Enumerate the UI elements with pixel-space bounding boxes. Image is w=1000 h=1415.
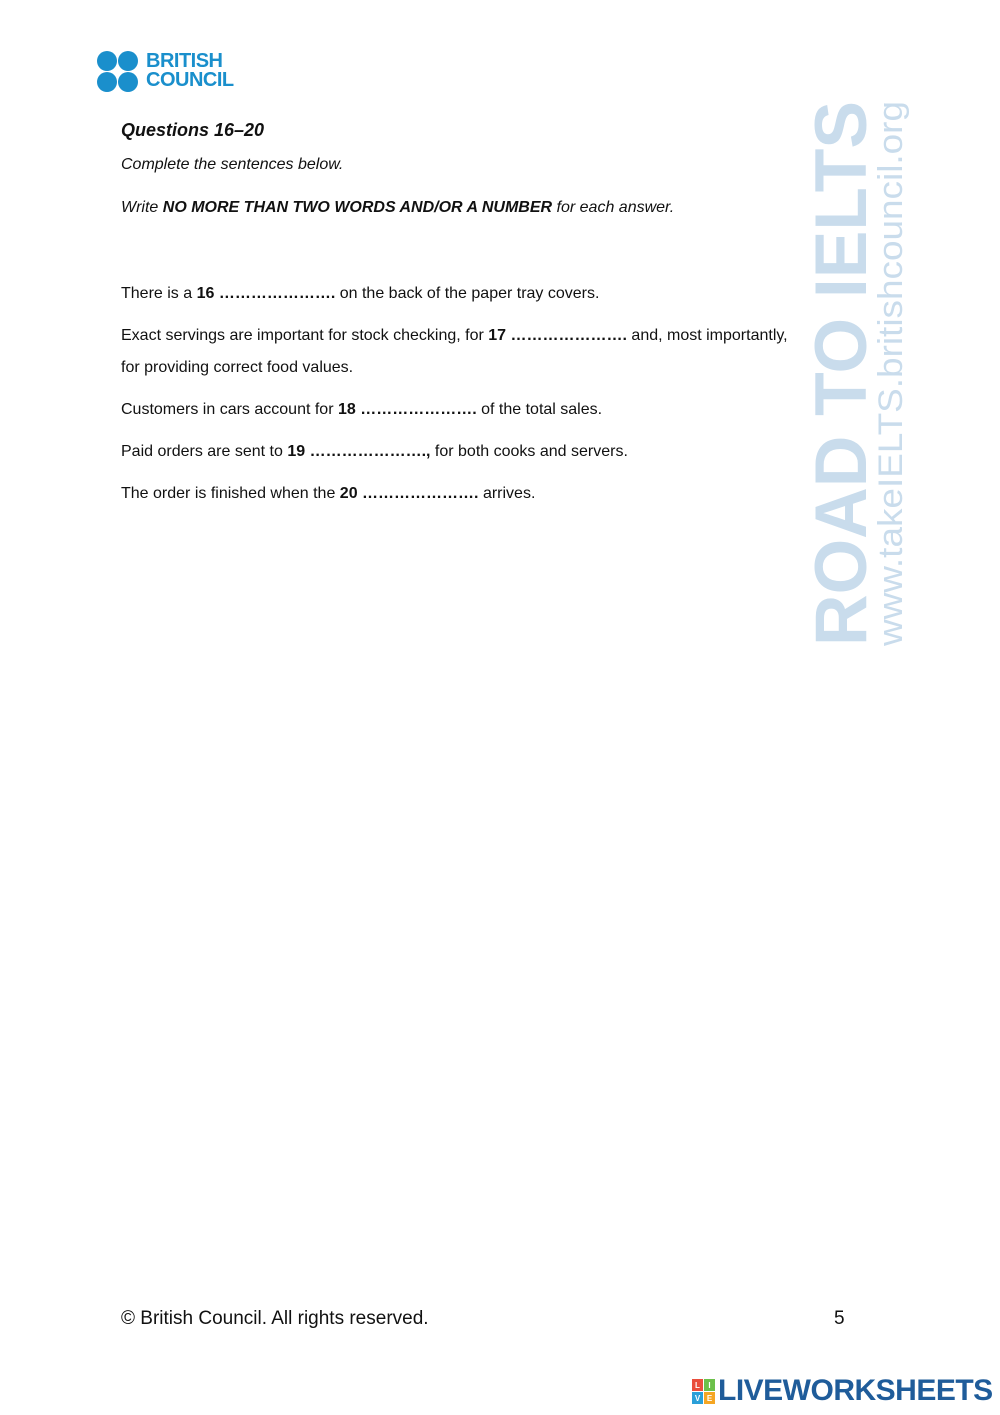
question-18-before: Customers in cars account for bbox=[121, 401, 338, 418]
question-16-before: There is a bbox=[121, 285, 197, 302]
logo-wordmark bbox=[146, 52, 234, 90]
liveworksheets-logo[interactable] bbox=[692, 1374, 993, 1408]
question-17 bbox=[121, 320, 801, 384]
logo-line-1: BRITISH bbox=[146, 50, 223, 72]
road-to-ielts-watermark bbox=[801, 89, 910, 650]
liveworksheets-wordmark: LIVEWORKSHEETS bbox=[718, 1374, 993, 1407]
question-19-after: for both cooks and servers. bbox=[430, 443, 628, 460]
liveworksheets-icon bbox=[692, 1379, 714, 1403]
question-20-number: 20 bbox=[339, 485, 358, 502]
lw-letter-v: V bbox=[692, 1392, 703, 1404]
watermark-main-text: ROAD TO IELTS bbox=[801, 89, 882, 646]
instruction-complete: Complete the sentences below. bbox=[121, 156, 344, 173]
question-17-number: 17 bbox=[488, 327, 507, 344]
question-19 bbox=[121, 436, 801, 468]
question-18-answer-gap[interactable]: …………………. bbox=[360, 401, 477, 418]
question-16-answer-gap[interactable]: …………………. bbox=[218, 285, 336, 302]
lw-letter-i: I bbox=[704, 1379, 715, 1391]
instruction-limit-bold: NO MORE THAN TWO WORDS AND/OR A NUMBER bbox=[162, 199, 553, 216]
question-20 bbox=[121, 478, 801, 510]
question-17-before: Exact servings are important for stock checking, for bbox=[121, 327, 489, 344]
question-17-answer-gap[interactable]: …………………. bbox=[510, 327, 627, 344]
question-20-before: The order is finished when the bbox=[121, 485, 340, 502]
section-title: Questions 16–20 bbox=[121, 120, 265, 140]
watermark-url-text: www.takeIELTS.britishcouncil.org bbox=[872, 144, 910, 646]
question-18-number: 18 bbox=[337, 401, 356, 418]
question-16 bbox=[121, 278, 801, 310]
logo-dots-icon bbox=[96, 48, 142, 94]
instruction-prefix: Write bbox=[121, 199, 163, 216]
copyright-footer: © British Council. All rights reserved. bbox=[121, 1308, 429, 1329]
question-19-before: Paid orders are sent to bbox=[121, 443, 288, 460]
question-16-number: 16 bbox=[196, 285, 215, 302]
instruction-suffix: for each answer. bbox=[552, 199, 675, 216]
question-17-after: and, most importantly, for providing correct food values. bbox=[121, 327, 788, 376]
question-19-number: 19 bbox=[287, 443, 306, 460]
british-council-logo bbox=[96, 48, 234, 94]
question-18 bbox=[121, 394, 801, 426]
question-19-answer-gap[interactable]: …………………., bbox=[309, 443, 431, 460]
lw-letter-e: E bbox=[704, 1392, 715, 1404]
question-18-after: of the total sales. bbox=[476, 401, 603, 418]
logo-line-2: COUNCIL bbox=[146, 69, 234, 91]
page-number: 5 bbox=[834, 1308, 845, 1329]
lw-letter-l: L bbox=[692, 1379, 703, 1391]
question-20-answer-gap[interactable]: …………………. bbox=[362, 485, 479, 502]
question-16-after: on the back of the paper tray covers. bbox=[335, 285, 600, 302]
instruction-word-limit bbox=[121, 199, 674, 217]
question-20-after: arrives. bbox=[478, 485, 536, 502]
